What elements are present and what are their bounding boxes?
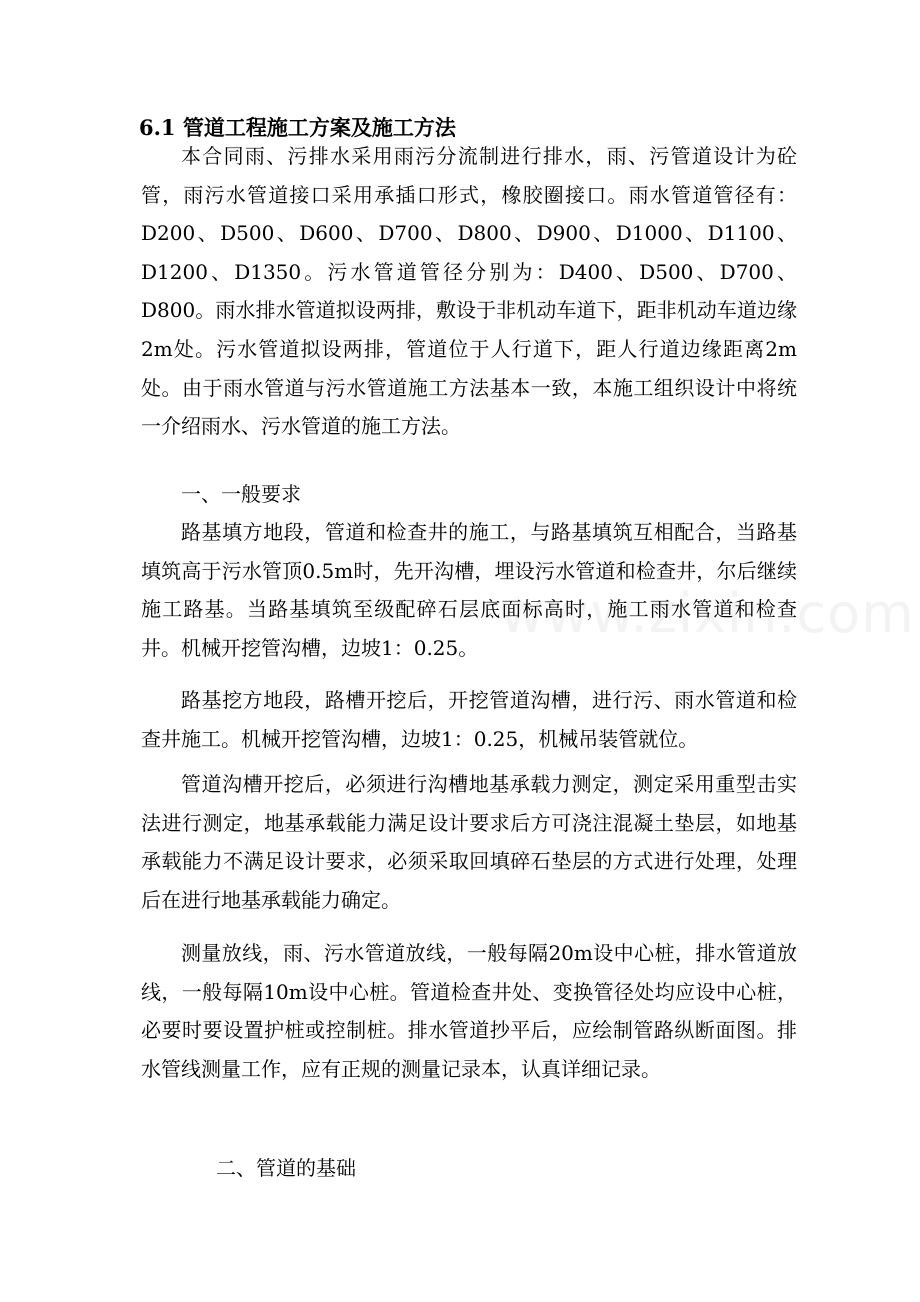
section-heading: 6.1 管道工程施工方案及施工方法 bbox=[139, 115, 456, 140]
paragraph-surveying: 测量放线，雨、污水管道放线，一般每隔20m设中心桩，排水管道放线，一般每隔10m设中心桩。管道检查井处、变换管径处均应设中心桩，必要时要设置护桩或控制桩。排水管道抄平后，应绘制管路纵断面图。排水管线测量工作，应有正规的测量记录本，认真详细记录。 bbox=[141, 941, 797, 1081]
paragraph-bearing-capacity: 管道沟槽开挖后，必须进行沟槽地基承载力测定，测定采用重型击实法进行测定，地基承载能力满足设计要求后方可浇注混凝土垫层，如地基承载能力不满足设计要求，必须采取回填碎石垫层的方式进行处理，处理后在进行地基承载能力确定。 bbox=[141, 772, 797, 912]
paragraph-cut-section: 路基挖方地段，路槽开挖后，开挖管道沟槽，进行污、雨水管道和检查井施工。机械开挖管沟槽，边坡1：0.25，机械吊装管就位。 bbox=[141, 688, 797, 751]
subheading-general-requirements: 一、一般要求 bbox=[181, 482, 301, 506]
paragraph-intro: 本合同雨、污排水采用雨污分流制进行排水，雨、污管道设计为砼管，雨污水管道接口采用承插口形式，橡胶圈接口。雨水管道管径有：D200、D500、D600、D700、D800、D900、D1000、D1100、D1200、D1350。污水管道管径分别为：D400、D500、D700、D800。雨水排水管道拟设两排，敷设于非机动车道下，距非机动车道边缘2m处。污水管道拟设两排，管道位于人行道下，距人行道边缘距离2m处。由于雨水管道与污水管道施工方法基本一致，本施工组织设计中将统一介绍雨水、污水管道的施工方法。 bbox=[141, 144, 797, 439]
paragraph-fill-section: 路基填方地段，管道和检查井的施工，与路基填筑互相配合，当路基填筑高于污水管顶0.5m时，先开沟槽，埋设污水管道和检查井，尔后继续施工路基。当路基填筑至级配碎石层底面标高时，施工雨水管道和检查井。机械开挖管沟槽，边坡1：0.25。 bbox=[141, 520, 797, 660]
subheading-pipe-foundation: 二、管道的基础 bbox=[216, 1156, 356, 1180]
